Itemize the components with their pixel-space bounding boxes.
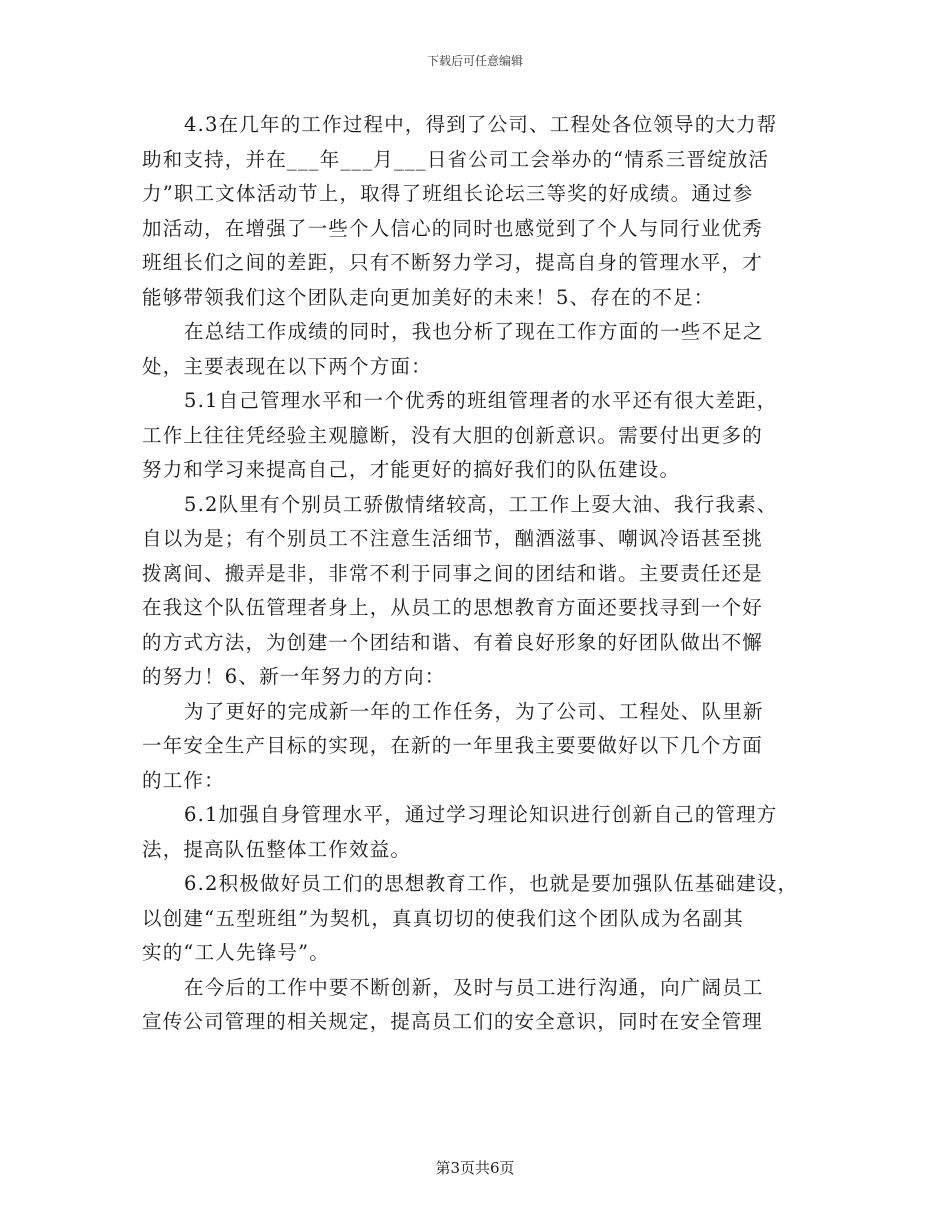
text-line: 在总结工作成绩的同时，我也分析了现在工作方面的一些不足之	[184, 320, 764, 343]
text-line: 在今后的工作中要不断创新，及时与员工进行沟通，向广阔员工	[184, 975, 764, 999]
text-line: 加活动，在增强了一些个人信心的同时也感觉到了个人与同行业优秀	[142, 216, 764, 240]
text-line: 自以为是；有个别员工不注意生活细节，酗酒滋事、嘲讽冷语甚至挑	[142, 527, 764, 550]
text-line: 班组长们之间的差距，只有不断努力学习，提高自身的管理水平，才	[142, 251, 764, 274]
text-line: 助和支持，并在___年___月___日省公司工会举办的“情系三晋绽放活	[142, 147, 770, 171]
text-line: 努力和学习来提高自己，才能更好的搞好我们的队伍建设。	[142, 458, 681, 481]
text-line: 拨离间、搬弄是非，非常不利于同事之间的团结和谐。主要责任还是	[142, 561, 764, 585]
text-line: 的努力！6、新一年努力的方向：	[142, 665, 446, 688]
text-line: 工作上往往凭经验主观臆断，没有大胆的创新意识。需要付出更多的	[142, 423, 764, 447]
text-line: 的方式方法，为创建一个团结和谐、有着良好形象的好团队做出不懈	[142, 630, 764, 654]
text-line: 法，提高队伍整体工作效益。	[142, 837, 412, 861]
text-line: 实的“工人先锋号”。	[142, 941, 330, 964]
text-line: 为了更好的完成新一年的工作任务，为了公司、工程处、队里新	[184, 699, 764, 723]
text-line: 6.1加强自身管理水平，通过学习理论知识进行创新自己的管理方	[184, 803, 778, 826]
text-line: 力”职工文体活动节上，取得了班组长论坛三等奖的好成绩。通过参	[142, 182, 754, 205]
text-line: 5.1自己管理水平和一个优秀的班组管理者的水平还有很大差距，	[184, 389, 778, 412]
text-line: 4.3在几年的工作过程中，得到了公司、工程处各位领导的大力帮	[184, 113, 778, 136]
text-line: 宣传公司管理的相关规定，提高员工们的安全意识，同时在安全管理	[142, 1010, 764, 1033]
page-footer: 第3页共6页	[435, 1159, 515, 1177]
text-line: 以创建“五型班组”为契机，真真切切的使我们这个团队成为名副其	[142, 906, 744, 930]
document-body	[142, 108, 832, 1040]
page-header: 下载后可任意编辑	[426, 54, 523, 68]
text-line: 在我这个队伍管理者身上，从员工的思想教育方面还要找寻到一个好	[142, 596, 764, 619]
text-line: 6.2积极做好员工们的思想教育工作，也就是要加强队伍基础建设，	[184, 872, 799, 895]
text-line: 一年安全生产目标的实现，在新的一年里我主要要做好以下几个方面	[142, 734, 764, 757]
text-line: 5.2队里有个别员工骄傲情绪较高，工工作上耍大油、我行我素、	[184, 492, 778, 516]
text-line: 能够带领我们这个团队走向更加美好的未来！5、存在的不足：	[142, 285, 715, 309]
text-line: 的工作：	[142, 768, 225, 792]
text-line: 处，主要表现在以下两个方面：	[142, 354, 432, 378]
